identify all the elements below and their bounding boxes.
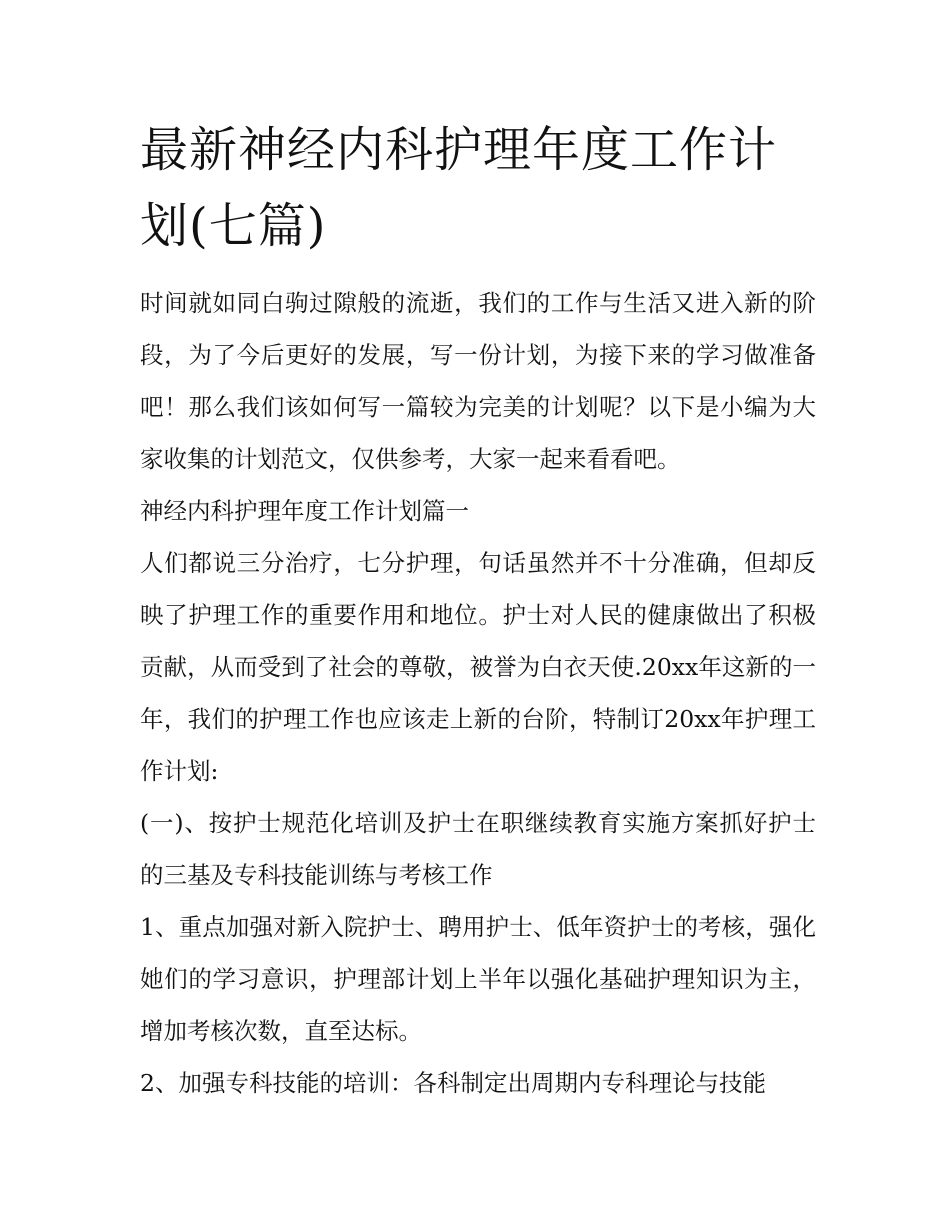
section-heading: 神经内科护理年度工作计划篇一 [140, 497, 469, 525]
intro-paragraph: 时间就如同白驹过隙般的流逝，我们的工作与生活又进入新的阶段，为了今后更好的发展，写一份计划，为接下来的学习做准备吧！那么我们该如何写一篇较为完美的计划呢？以下是小编为大家收集的计划范文，仅供参考，大家一起来看看吧。 [140, 289, 816, 473]
body-paragraph: 人们都说三分治疗，七分护理，句话虽然并不十分准确，但却反映了护理工作的重要作用和地位。护士对人民的健康做出了积极贡献，从而受到了社会的尊敬，被誉为白衣天使.20xx年这新的一年，我们的护理工作也应该走上新的台阶，特制订20xx年护理工作计划: [140, 549, 816, 785]
list-item-1: 1、重点加强对新入院护士、聘用护士、低年资护士的考核，强化她们的学习意识，护理部计划上半年以强化基础护理知识为主，增加考核次数，直至达标。 [140, 913, 816, 1045]
document-title: 最新神经内科护理年度工作计划(七篇) [140, 122, 778, 254]
list-item-2: 2、加强专科技能的培训：各科制定出周期内专科理论与技能 [140, 1069, 766, 1097]
subsection-heading: (一)、按护士规范化培训及护士在职继续教育实施方案抓好护士的三基及专科技能训练与考核工作 [140, 809, 816, 889]
document-body [140, 277, 816, 1109]
